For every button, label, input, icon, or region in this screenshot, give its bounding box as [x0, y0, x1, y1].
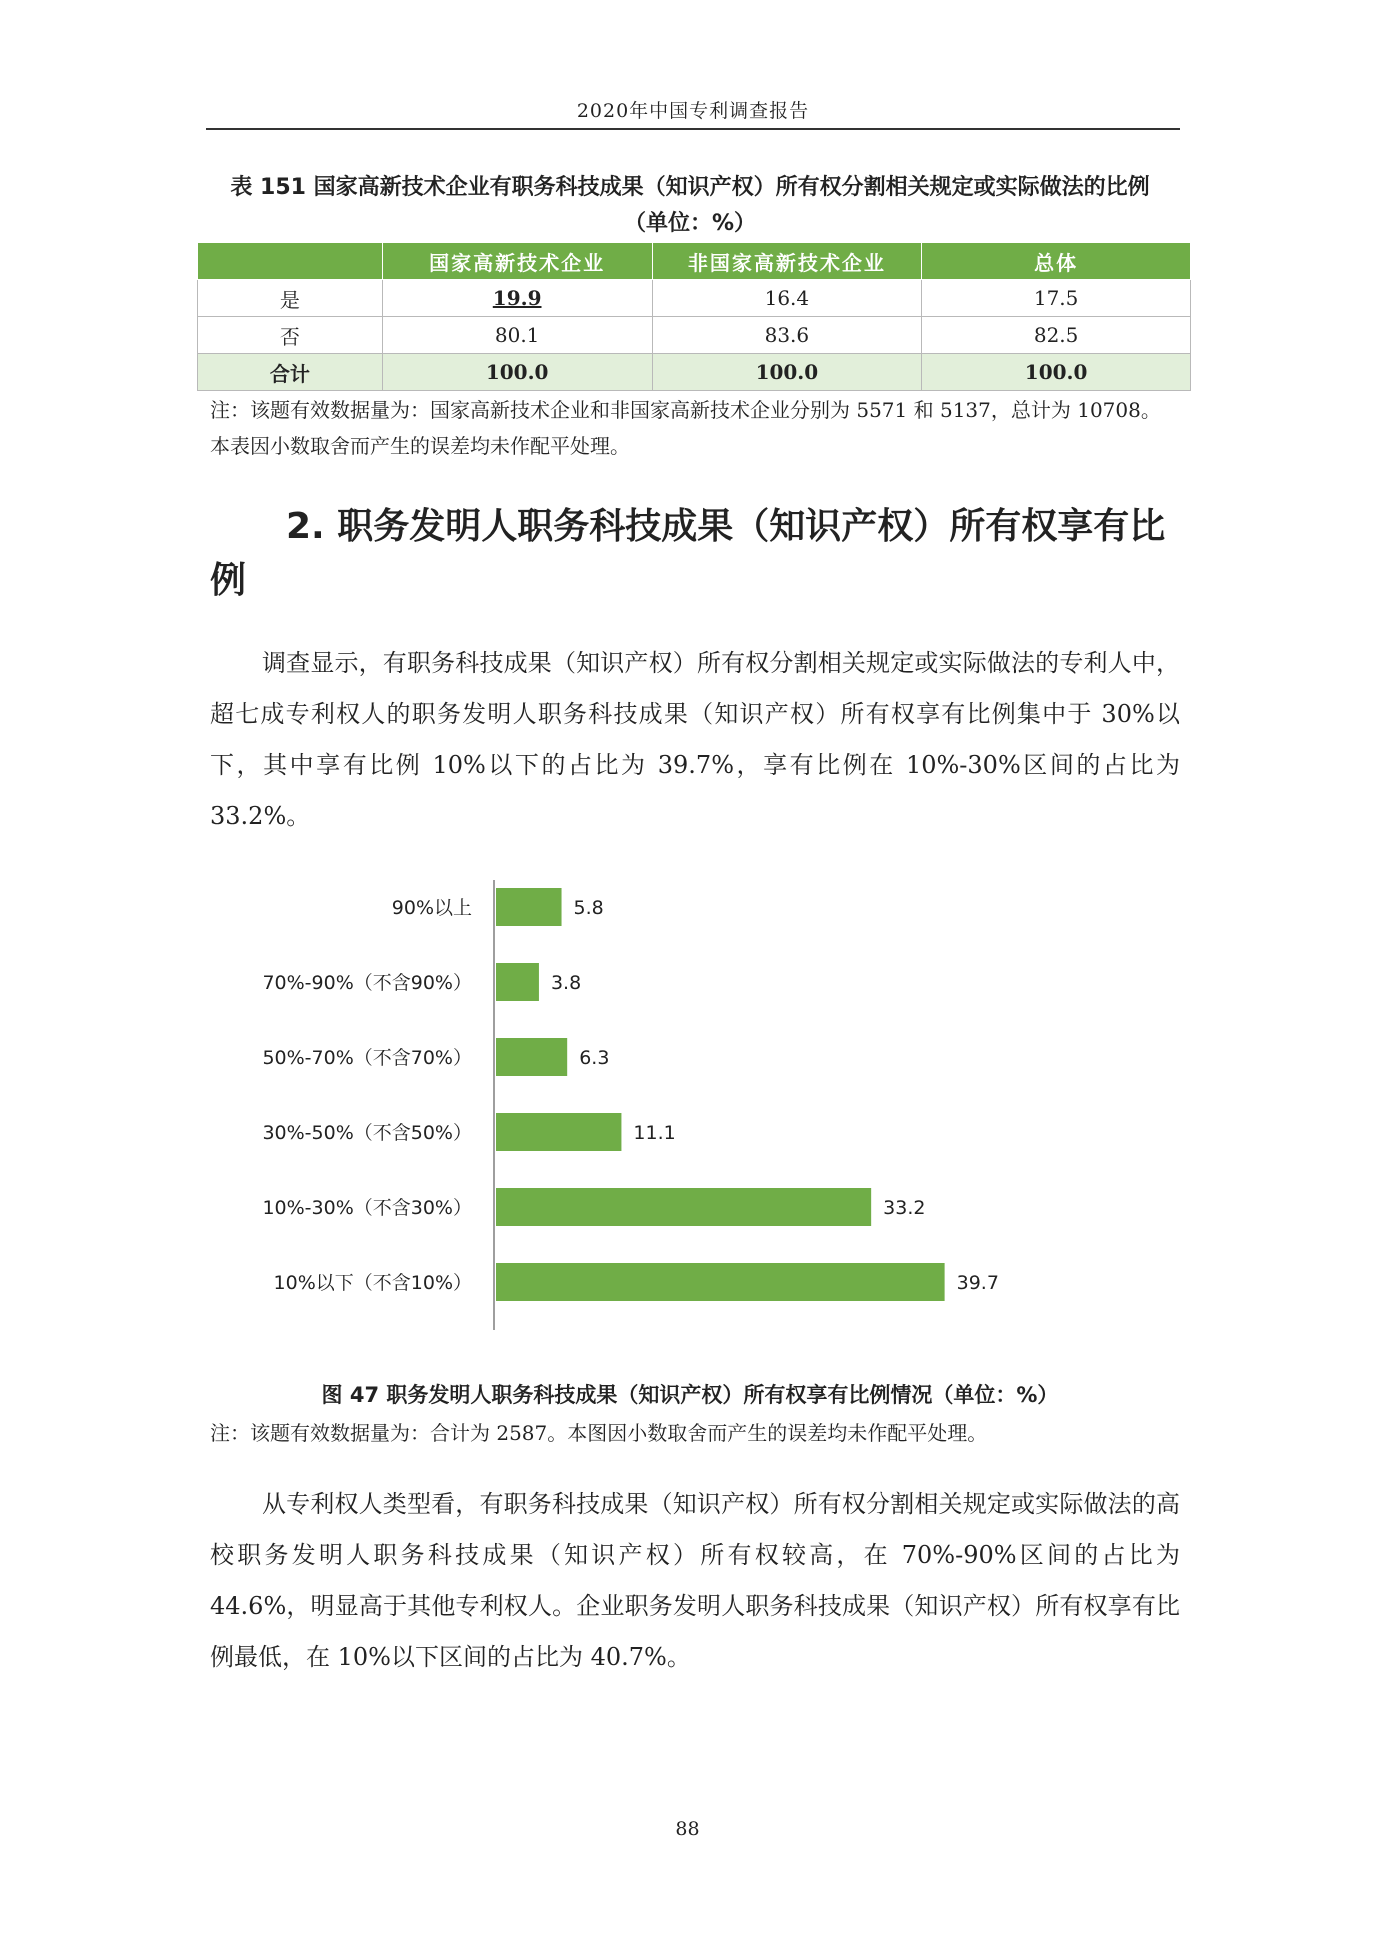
bar	[496, 963, 539, 1001]
highlighted-value: 19.9	[492, 286, 542, 310]
table-header-cell	[198, 243, 383, 280]
bar	[496, 1038, 567, 1076]
table-cell: 82.5	[922, 317, 1191, 354]
table-cell	[382, 280, 652, 317]
body-paragraph: 调查显示，有职务科技成果（知识产权）所有权分割相关规定或实际做法的专利人中，超七成专利权人的职务发明人职务科技成果（知识产权）所有权享有比例集中于 30%以下，其中享有比例 10%以下的占比为 39.7%，享有比例在 10%-30%区间的占比为 33.2%。	[210, 649, 1180, 830]
table-header-cell: 国家高新技术企业	[382, 243, 652, 280]
figure-note: 注：该题有效数据量为：合计为 2587。本图因小数取舍而产生的误差均未作配平处理。	[210, 1421, 988, 1445]
category-tick-label: 30%-50%（不含50%）	[262, 1122, 472, 1144]
table-row	[198, 317, 1191, 354]
bar	[496, 1188, 871, 1226]
bar-chart	[200, 860, 1100, 1340]
data-label: 6.3	[579, 1047, 610, 1069]
table-title-line1: 表 151 国家高新技术企业有职务科技成果（知识产权）所有权分割相关规定或实际做法的比例	[230, 175, 1150, 200]
row-label: 否	[198, 317, 383, 354]
category-tick-label: 70%-90%（不含90%）	[262, 972, 472, 994]
table-note: 注：该题有效数据量为：国家高新技术企业和非国家高新技术企业分别为 5571 和 5137，总计为 10708。本表因小数取舍而产生的误差均未作配平处理。	[210, 398, 1161, 458]
table-cell: 80.1	[382, 317, 652, 354]
table-header-row	[198, 243, 1191, 280]
table-title	[200, 170, 1180, 242]
bar	[496, 1263, 945, 1301]
data-label: 5.8	[573, 897, 604, 919]
running-header: 2020年中国专利调查报告	[576, 100, 810, 122]
data-table	[197, 242, 1191, 391]
table-total-row	[198, 354, 1191, 391]
row-label: 合计	[198, 354, 383, 391]
category-tick-label: 90%以上	[391, 897, 472, 919]
category-tick-label: 10%以下（不含10%）	[273, 1272, 472, 1294]
table-row	[198, 280, 1191, 317]
section-heading: 2. 职务发明人职务科技成果（知识产权）所有权享有比例	[210, 506, 1166, 601]
table-header-cell: 总体	[922, 243, 1191, 280]
data-label: 11.1	[633, 1122, 676, 1144]
body-paragraph: 从专利权人类型看，有职务科技成果（知识产权）所有权分割相关规定或实际做法的高校职务发明人职务科技成果（知识产权）所有权较高，在 70%-90%区间的占比为 44.6%，明显高于其他专利权人。企业职务发明人职务科技成果（知识产权）所有权享有比例最低，在 10%以下区间的占比为 40.7%。	[210, 1490, 1180, 1671]
table-cell: 83.6	[652, 317, 922, 354]
data-label: 33.2	[883, 1197, 926, 1219]
bar	[496, 888, 562, 926]
table-header-cell: 非国家高新技术企业	[652, 243, 922, 280]
table-cell: 100.0	[652, 354, 922, 391]
table-cell: 16.4	[652, 280, 922, 317]
table-cell: 100.0	[922, 354, 1191, 391]
category-tick-label: 10%-30%（不含30%）	[262, 1197, 472, 1219]
table-cell: 100.0	[382, 354, 652, 391]
page-number: 88	[675, 1818, 700, 1840]
row-label: 是	[198, 280, 383, 317]
table-title-line2: （单位：%）	[623, 211, 757, 236]
data-label: 3.8	[550, 972, 582, 994]
data-label: 39.7	[956, 1272, 999, 1294]
header-rule	[206, 128, 1180, 130]
table-cell: 17.5	[922, 280, 1191, 317]
figure-caption: 图 47 职务发明人职务科技成果（知识产权）所有权享有比例情况（单位：%）	[321, 1383, 1059, 1407]
category-tick-label: 50%-70%（不含70%）	[262, 1047, 472, 1069]
bar	[496, 1113, 621, 1151]
